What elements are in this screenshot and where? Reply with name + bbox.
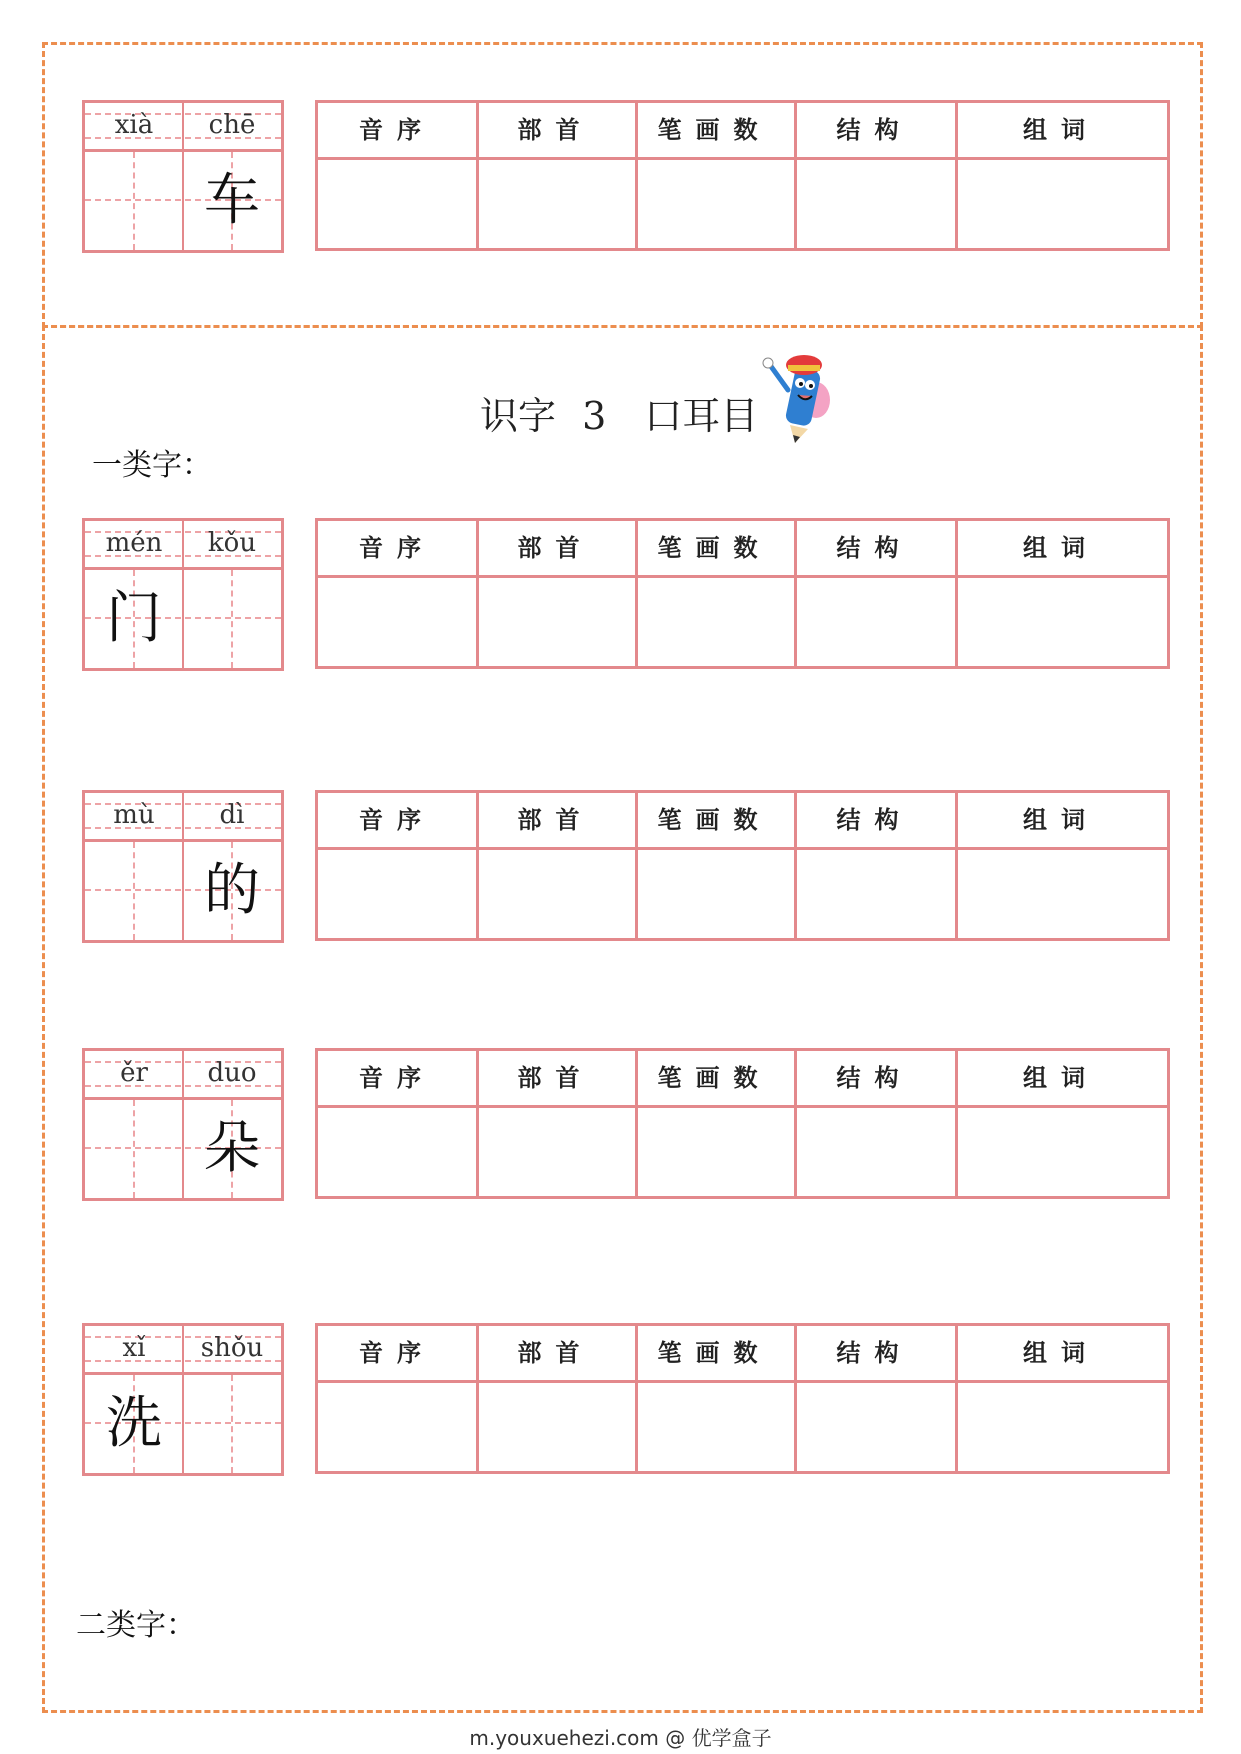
header-word-formation: 组词 xyxy=(1023,534,1099,562)
answer-cell-word-formation[interactable] xyxy=(959,1384,1163,1468)
header-pronunciation-order: 音序 xyxy=(359,1339,435,1367)
answer-cell-word-formation[interactable] xyxy=(959,161,1163,245)
header-stroke-count: 笔画数 xyxy=(657,806,772,834)
character-grid-box xyxy=(82,1323,284,1476)
answer-cell-stroke-count[interactable] xyxy=(639,161,790,245)
hanzi-right: 朵 xyxy=(204,1116,260,1181)
header-structure: 结构 xyxy=(836,1339,913,1367)
header-radical: 部首 xyxy=(517,534,594,562)
header-radical: 部首 xyxy=(517,116,594,144)
header-radical: 部首 xyxy=(517,1339,594,1367)
answer-cell-stroke-count[interactable] xyxy=(639,1384,790,1468)
hanzi-left: 洗 xyxy=(106,1391,162,1456)
answer-cell-radical[interactable] xyxy=(480,1384,631,1468)
hanzi-left xyxy=(85,845,183,937)
answer-cell-pronunciation-order[interactable] xyxy=(322,161,472,245)
header-structure: 结构 xyxy=(836,1064,913,1092)
pinyin-right: chē xyxy=(208,110,256,140)
pinyin-right: duo xyxy=(207,1058,257,1088)
header-structure: 结构 xyxy=(836,534,913,562)
answer-cell-pronunciation-order[interactable] xyxy=(322,851,472,935)
header-structure: 结构 xyxy=(836,116,913,144)
character-info-table xyxy=(315,100,1170,251)
pinyin-right: dì xyxy=(219,800,245,830)
header-pronunciation-order: 音序 xyxy=(359,806,435,834)
pinyin-left: ěr xyxy=(120,1058,148,1088)
pinyin-right: shǒu xyxy=(200,1333,264,1363)
answer-cell-structure[interactable] xyxy=(798,851,951,935)
character-info-table xyxy=(315,1323,1170,1474)
pencil-mascot-icon xyxy=(760,345,850,445)
pinyin-right: kǒu xyxy=(207,528,257,558)
character-info-table xyxy=(315,790,1170,941)
hanzi-left xyxy=(85,1103,183,1195)
section-two-label: 二类字： xyxy=(76,1608,196,1643)
answer-cell-word-formation[interactable] xyxy=(959,579,1163,663)
answer-cell-structure[interactable] xyxy=(798,1109,951,1193)
section-one-label: 一类字： xyxy=(92,448,212,483)
character-grid-box xyxy=(82,790,284,943)
answer-cell-radical[interactable] xyxy=(480,1109,631,1193)
header-pronunciation-order: 音序 xyxy=(359,116,435,144)
lesson-title: 识字 3 口耳目 xyxy=(480,394,759,438)
answer-cell-pronunciation-order[interactable] xyxy=(322,1384,472,1468)
answer-cell-word-formation[interactable] xyxy=(959,1109,1163,1193)
answer-cell-radical[interactable] xyxy=(480,851,631,935)
hanzi-right: 的 xyxy=(204,858,260,923)
answer-cell-radical[interactable] xyxy=(480,161,631,245)
header-stroke-count: 笔画数 xyxy=(657,1339,772,1367)
answer-cell-pronunciation-order[interactable] xyxy=(322,579,472,663)
header-radical: 部首 xyxy=(517,806,594,834)
character-info-table xyxy=(315,518,1170,669)
hanzi-right xyxy=(183,1378,281,1470)
answer-cell-word-formation[interactable] xyxy=(959,851,1163,935)
hanzi-right xyxy=(183,573,281,665)
header-word-formation: 组词 xyxy=(1023,1339,1099,1367)
header-pronunciation-order: 音序 xyxy=(359,534,435,562)
hanzi-left: 门 xyxy=(106,586,162,651)
answer-cell-structure[interactable] xyxy=(798,579,951,663)
header-stroke-count: 笔画数 xyxy=(657,116,772,144)
hanzi-left xyxy=(85,155,183,247)
pinyin-left: mén xyxy=(105,528,163,558)
pinyin-left: mù xyxy=(113,800,155,830)
hanzi-right: 车 xyxy=(204,168,260,233)
header-stroke-count: 笔画数 xyxy=(657,534,772,562)
header-word-formation: 组词 xyxy=(1023,806,1099,834)
header-word-formation: 组词 xyxy=(1023,116,1099,144)
header-pronunciation-order: 音序 xyxy=(359,1064,435,1092)
header-structure: 结构 xyxy=(836,806,913,834)
character-grid-box xyxy=(82,100,284,253)
header-word-formation: 组词 xyxy=(1023,1064,1099,1092)
header-stroke-count: 笔画数 xyxy=(657,1064,772,1092)
answer-cell-structure[interactable] xyxy=(798,161,951,245)
character-grid-box xyxy=(82,1048,284,1201)
character-grid-box xyxy=(82,518,284,671)
answer-cell-stroke-count[interactable] xyxy=(639,1109,790,1193)
answer-cell-structure[interactable] xyxy=(798,1384,951,1468)
pinyin-left: xià xyxy=(114,110,154,140)
character-info-table xyxy=(315,1048,1170,1199)
answer-cell-radical[interactable] xyxy=(480,579,631,663)
answer-cell-stroke-count[interactable] xyxy=(639,851,790,935)
answer-cell-pronunciation-order[interactable] xyxy=(322,1109,472,1193)
header-radical: 部首 xyxy=(517,1064,594,1092)
footer-credit: m.youxuehezi.com @ 优学盒子 xyxy=(469,1726,772,1750)
pinyin-left: xǐ xyxy=(122,1333,146,1363)
answer-cell-stroke-count[interactable] xyxy=(639,579,790,663)
